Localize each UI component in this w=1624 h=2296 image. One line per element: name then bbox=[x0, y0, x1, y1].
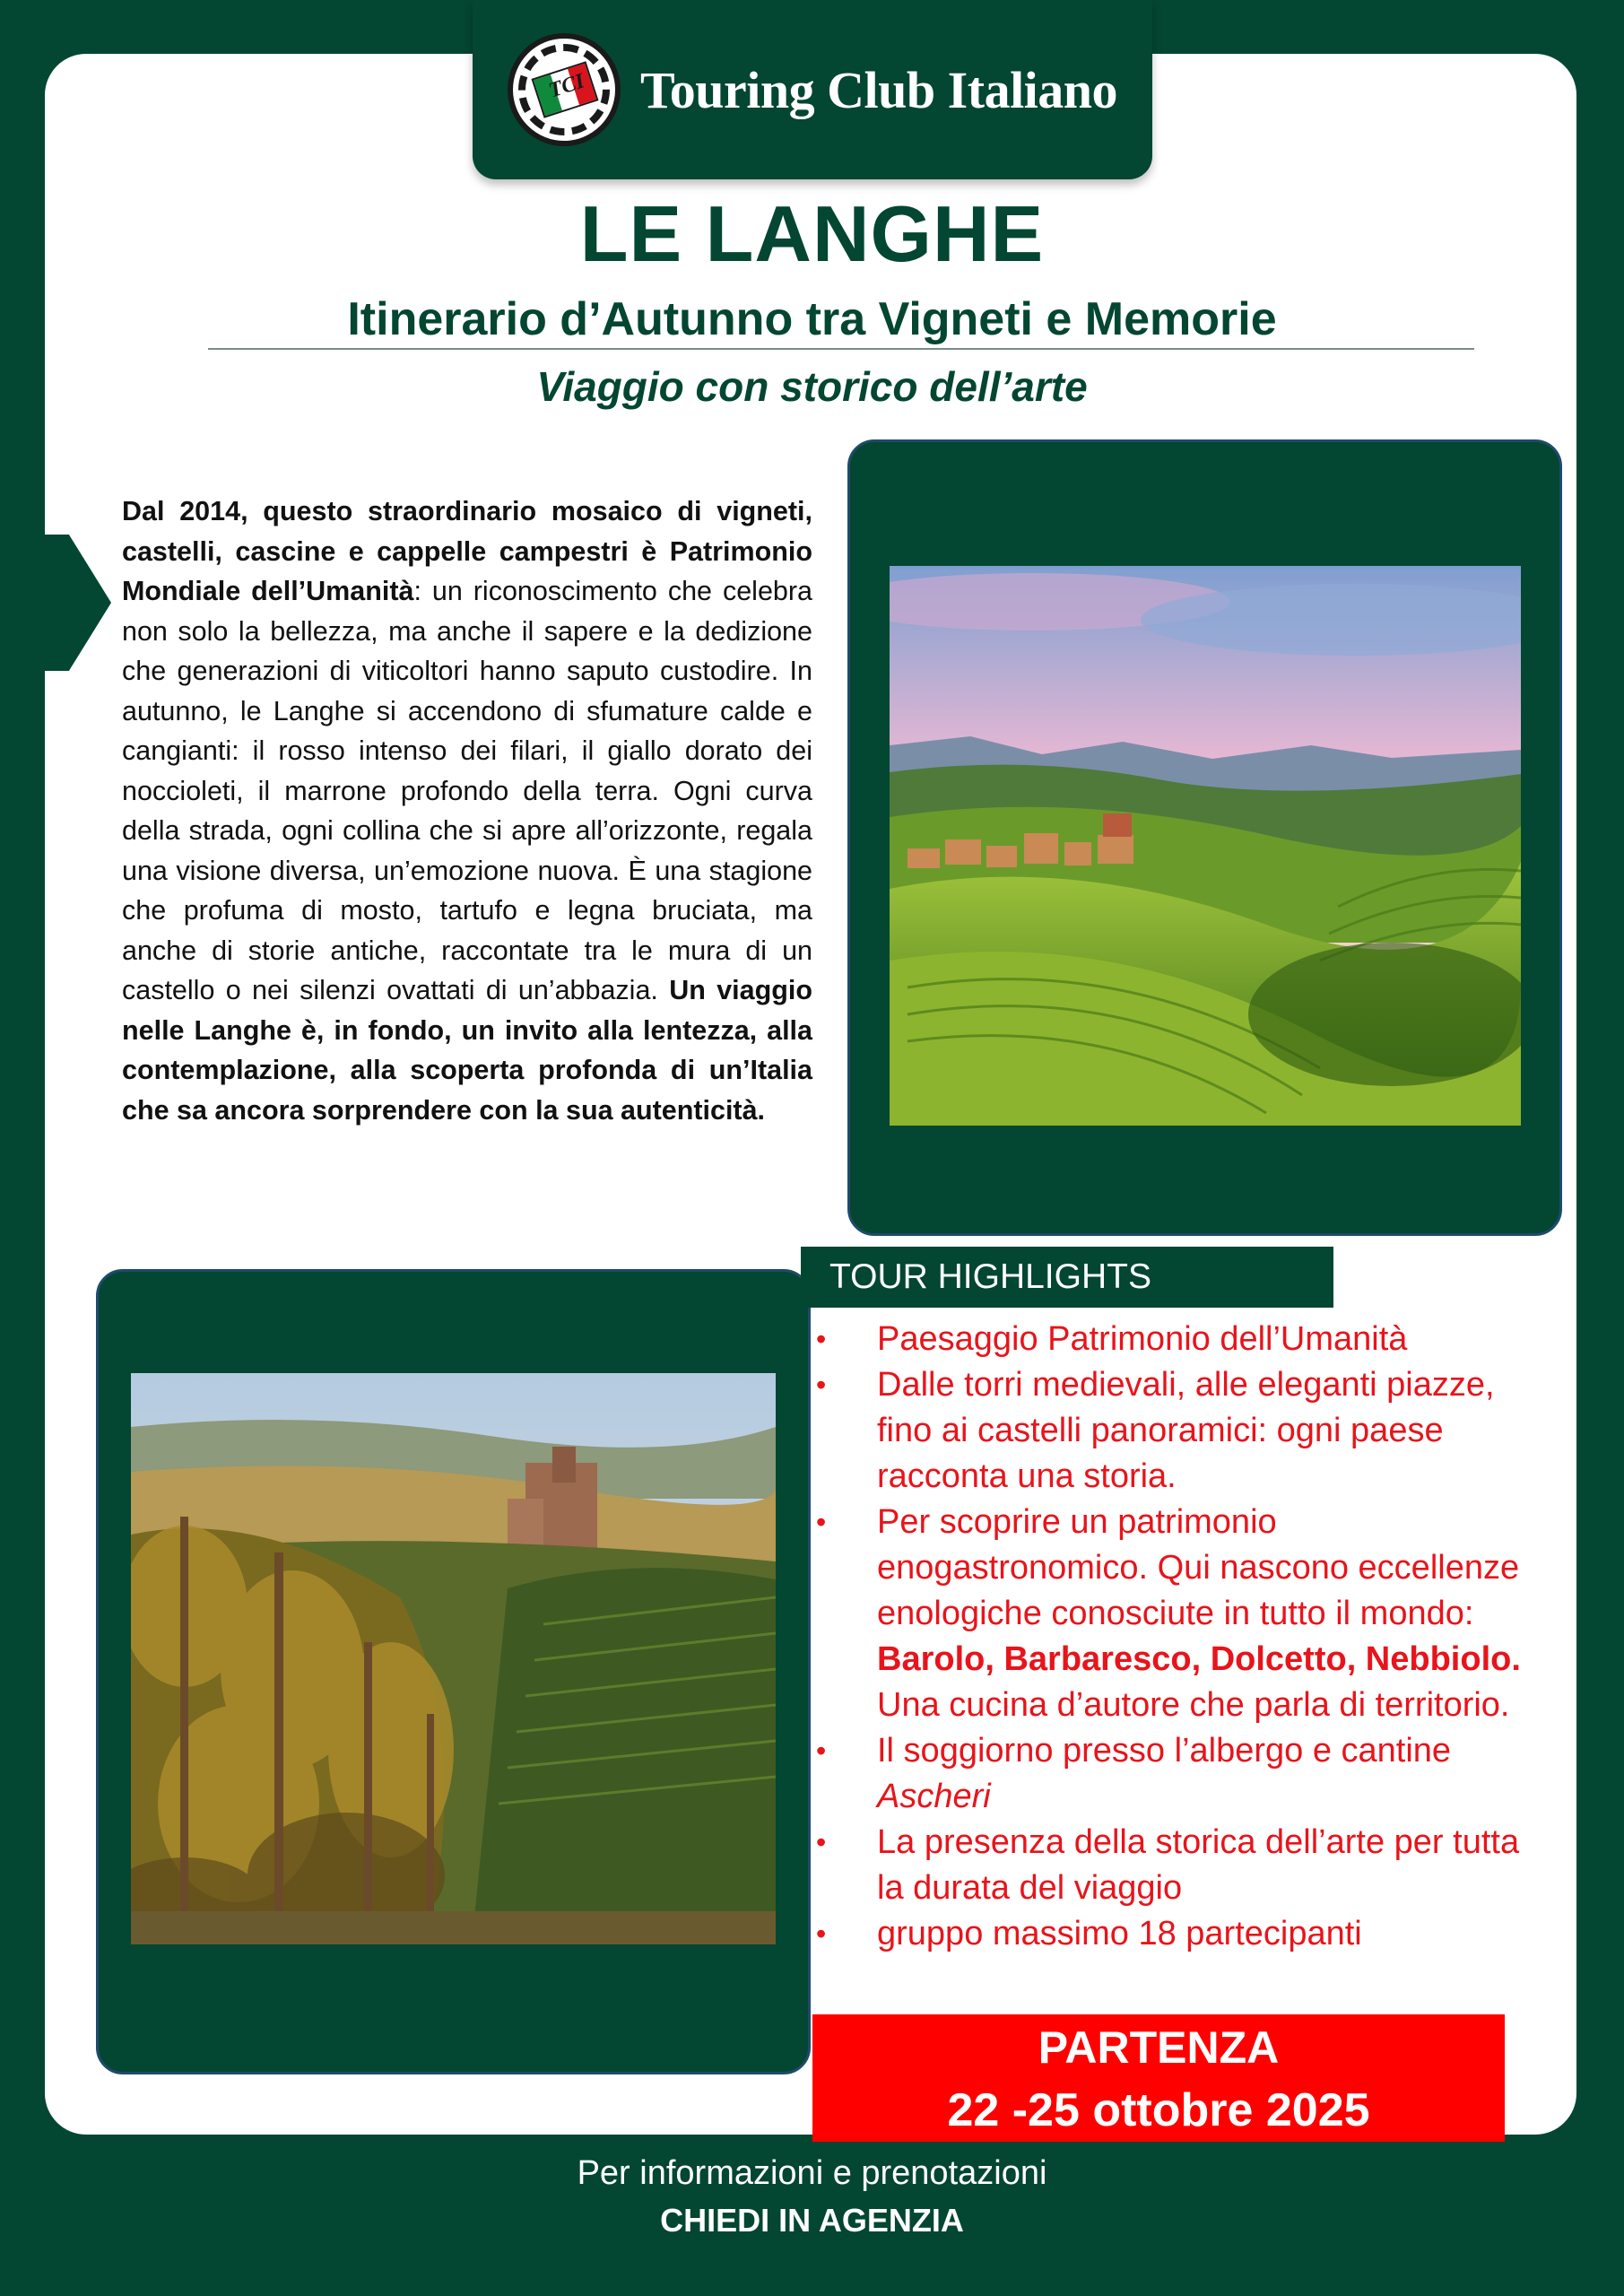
list-item: • gruppo massimo 18 partecipanti bbox=[812, 1911, 1521, 1957]
list-item: • Dalle torri medievali, alle eleganti piazze, fino ai castelli panoramici: ogni paese racconta una storia. bbox=[812, 1362, 1521, 1500]
intro-lead: Dal 2014, questo straordinario mosaico di vigneti, castelli, cascine e cappelle campestri è Patrimonio Mondiale dell’Umanità bbox=[122, 496, 812, 606]
intro-paragraph bbox=[122, 491, 812, 1130]
grinzane-castle-photo bbox=[131, 1373, 776, 1944]
title-divider bbox=[208, 348, 1474, 350]
page-tagline: Viaggio con storico dell’arte bbox=[536, 363, 1088, 410]
list-item-text: Il soggiorno presso l’albergo e cantine bbox=[877, 1732, 1452, 1770]
intro-closing: Un viaggio nelle Langhe è, in fondo, un invito alla lentezza, alla contemplazione, alla scoperta profonda di un’Italia che sa ancora sorprendere con la sua autenticità. bbox=[122, 975, 812, 1126]
list-item-text: Una cucina d’autore che parla di territorio. bbox=[877, 1686, 1510, 1724]
brand-name: Touring Club Italiano bbox=[639, 60, 1118, 119]
departure-dates: 22 -25 ottobre 2025 bbox=[947, 2084, 1370, 2136]
page-title: LE LANGHE bbox=[579, 189, 1045, 278]
langhe-vineyards-photo bbox=[890, 566, 1521, 1126]
departure-banner bbox=[812, 2014, 1505, 2142]
winery-name: Ascheri bbox=[877, 1778, 991, 1815]
highlights-list bbox=[812, 1317, 1521, 1957]
list-item: • Paesaggio Patrimonio dell’Umanità bbox=[812, 1317, 1521, 1362]
intro-body: : un riconoscimento che celebra non solo la bellezza, ma anche il sapere e la dedizione che generazioni di viticoltori hanno saputo custodire. In autunno, le Langhe si accendono di sfumature calde e cangianti: il rosso intenso dei filari, il giallo dorato dei noccioleti, il marrone profondo della terra. Ogni curva della strada, ogni collina che si apre all’orizzonte, regala una visione diversa, un’emozione nuova. È una stagione che profuma di mosto, tartufo e legna bruciata, ma anche di storie antiche, raccontate tra le mura di un castello o nei silenzi ovattati di un’abbazia. bbox=[122, 576, 812, 1005]
footer-info: Per informazioni e prenotazioni bbox=[577, 2154, 1047, 2192]
list-item: • La presenza della storica dell’arte per tutta la durata del viaggio bbox=[812, 1820, 1521, 1911]
logo-monogram: TCI bbox=[545, 69, 587, 103]
list-item bbox=[812, 1500, 1521, 1728]
list-item bbox=[812, 1728, 1521, 1820]
tci-logo-icon bbox=[508, 33, 621, 146]
footer-cta: CHIEDI IN AGENZIA bbox=[660, 2202, 964, 2239]
page-subtitle: Itinerario d’Autunno tra Vigneti e Memorie bbox=[347, 293, 1277, 345]
list-item-text: Per scoprire un patrimonio enogastronomico. Qui nascono eccellenze enologiche conosciute in tutto il mondo: bbox=[877, 1503, 1520, 1632]
brand-header bbox=[473, 0, 1152, 179]
highlights-heading: TOUR HIGHLIGHTS bbox=[801, 1247, 1333, 1308]
wine-names: Barolo, Barbaresco, Dolcetto, Nebbiolo. bbox=[877, 1640, 1521, 1678]
footer bbox=[0, 2149, 1624, 2244]
departure-label: PARTENZA bbox=[1038, 2022, 1280, 2073]
